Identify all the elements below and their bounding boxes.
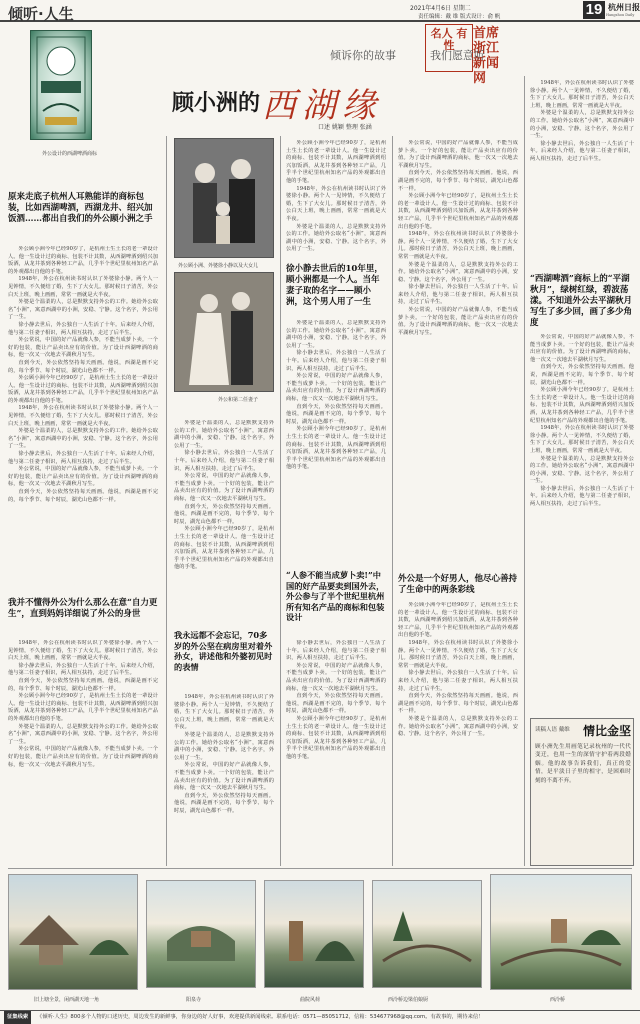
body-column-4b <box>398 602 518 862</box>
body-paragraph: 外婆是个温柔的人，总是默默支持外公的工作。她给外公取名“小洲”，寓意西湖中的小洲，安稳、宁静。这个名字，外公用了一生。 <box>8 428 158 450</box>
body-paragraph: 外公顾小洲今年已经90岁了，是杭州土生土长的老一辈设计人。他一生设计过的商标、包装不计其数，从西湖啤酒到绍兴加饭酒，从龙井茶到各种轻工产品，几乎半个世纪里杭州知名产品的外观都出自他的手笔。 <box>398 193 518 230</box>
body-paragraph: 外婆是个温柔的人，总是默默支持外公的工作。她给外公取名“小洲”，寓意西湖中的小洲，安稳、宁静。这个名字，外公用了一生。 <box>286 320 386 349</box>
caption-painting-5: 西泠桥 <box>550 997 566 1003</box>
painting-3-scene <box>265 881 363 987</box>
photo-wedding-figures <box>175 273 273 391</box>
body-paragraph: 外公顾小洲今年已经90岁了，是杭州土生土长的老一辈设计人。他一生设计过的商标、包装不计其数，从西湖啤酒到绍兴加饭酒，从龙井茶到各种轻工产品，几乎半个世纪里杭州知名产品的外观都出自他的手笔。 <box>174 526 274 571</box>
body-paragraph: 1948年，外公在杭州读书时认识了外婆徐小静。两个人一见钟情，不久便结了婚，生下了大女儿。那时候日子清苦，外公白天上班，晚上画画，常常一画就是大半夜。 <box>174 694 274 731</box>
body-paragraph: 外公顾小洲今年已经90岁了，是杭州土生土长的老一辈设计人。他一生设计过的商标、包装不计其数，从西湖啤酒到绍兴加饭酒，从龙井茶到各种轻工产品，几乎半个世纪里杭州知名产品的外观都出自他的手笔。 <box>8 246 158 275</box>
body-paragraph: 徐小静去世后，外公独自一人生活了十年。后来经人介绍，他与第二任妻子相识，两人相互扶持，走过了后半生。 <box>8 451 158 465</box>
body-paragraph: 徐小静去世后，外公独自一人生活了十年。后来经人介绍，他与第二任妻子相识，两人相互扶持，走过了后半生。 <box>530 140 634 162</box>
body-paragraph: 外公顾小洲今年已经90岁了，是杭州土生土长的老一辈设计人。他一生设计过的商标、包装不计其数，从西湖啤酒到绍兴加饭酒，从龙井茶到各种轻工产品，几乎半个世纪里杭州知名产品的外观都出自他的手笔。 <box>286 426 386 471</box>
date-line: 2021年4月6日 星期二 <box>410 5 471 12</box>
body-paragraph: 直到今天，外公依然坚持每天画画。他说，西湖是画不完的，每个季节、每个时辰，湖光山色都不一样。 <box>8 359 158 374</box>
painting-3 <box>264 880 364 988</box>
painting-5 <box>490 874 632 990</box>
column-divider <box>166 136 167 866</box>
photo-family <box>174 138 274 258</box>
body-paragraph: 1948年，外公在杭州读书时认识了外婆徐小静。两个人一见钟情，不久便结了婚，生下了大女儿。那时候日子清苦，外公白天上班，晚上画画，常常一画就是大半夜。 <box>8 405 158 427</box>
paper-en-name: Hangzhou Daily <box>606 13 635 17</box>
editor-sidebar <box>530 718 634 866</box>
body-paragraph: 徐小静去世后，外公独自一人生活了十年。后来经人介绍，他与第二任妻子相识，两人相互扶持，走过了后半生。 <box>174 450 274 472</box>
caption-painting-1: 旧上塘全景，闲西湖天地一角 <box>34 997 100 1003</box>
body-paragraph: 直到今天，外公依然坚持每天画画。他说，西湖是画不完的，每个季节、每个时辰，湖光山色都不一样。 <box>174 792 274 814</box>
body-paragraph: 直到今天，外公依然坚持每天画画。他说，西湖是画不完的，每个季节、每个时辰，湖光山色都不一样。 <box>286 403 386 425</box>
subhead-6: 我并不懂得外公为什么那么在意“自力更生”，直到妈妈详细说了外公的身世 <box>8 598 158 619</box>
paper-name: 杭州日报 <box>608 2 640 12</box>
caption-family: 外公顾小洲、外婆徐小静以及大女儿 <box>178 263 259 269</box>
body-paragraph: 外公常说，中国的好产品就像人参，不能当成萝卜卖。一个好的包装，能让产品卖出应有的价值。为了设计西湖啤酒的商标，他一次又一次地去平湖秋月写生。 <box>286 373 386 402</box>
body-paragraph: 外公顾小洲今年已经90岁了，是杭州土生土长的老一辈设计人。他一生设计过的商标、包装不计其数，从西湖啤酒到绍兴加饭酒，从龙井茶到各种轻工产品，几乎半个世纪里杭州知名产品的外观都出自他的手笔。 <box>8 375 158 404</box>
body-paragraph: 徐小静去世后，外公独自一人生活了十年。后来经人介绍，他与第二任妻子相识，两人相互扶持，走过了后半生。 <box>8 321 158 336</box>
slogan-left: 倾诉你的故事 <box>330 49 396 62</box>
body-paragraph: 徐小静去世后，外公独自一人生活了十年。后来经人介绍，他与第二任妻子相识，两人相互扶持，走过了后半生。 <box>398 284 518 306</box>
column-divider <box>280 136 281 866</box>
body-column-5b <box>530 334 634 714</box>
body-paragraph: 外婆是个温柔的人，总是默默支持外公的工作。她给外公取名“小洲”，寓意西湖中的小洲，安稳、宁静。这个名字，外公用了一生。 <box>8 299 158 321</box>
body-column-4 <box>398 140 518 570</box>
body-paragraph: 外婆是个温柔的人，总是默默支持外公的工作。她给外公取名“小洲”，寓意西湖中的小洲，安稳、宁静。这个名字，外公用了一生。 <box>398 715 518 738</box>
painting-2 <box>146 880 256 988</box>
column-seal-left: 名人 有性 <box>425 24 473 72</box>
beer-label-art <box>31 31 91 139</box>
body-paragraph: 外公顾小洲今年已经90岁了，是杭州土生土长的老一辈设计人。他一生设计过的商标、包装不计其数，从西湖啤酒到绍兴加饭酒，从龙井茶到各种轻工产品，几乎半个世纪里杭州知名产品的外观都出自他的手笔。 <box>286 140 386 184</box>
body-paragraph: 外婆是个温柔的人，总是默默支持外公的工作。她给外公取名“小洲”，寓意西湖中的小洲，安稳、宁静。这个名字，外公用了一生。 <box>530 455 634 485</box>
body-paragraph: 徐小静去世后，外公独自一人生活了十年。后来经人介绍，他与第二任妻子相识，两人相互扶持，走过了后半生。 <box>286 640 386 662</box>
article-title: 顾小洲的 <box>172 90 261 116</box>
article-credits: 口述 姚颖 整理 张涵 <box>318 124 372 131</box>
column-divider <box>392 136 393 866</box>
body-paragraph: 直到今天，外公依然坚持每天画画。他说，西湖是画不完的，每个季节、每个时辰，湖光山色都不一样。 <box>398 693 518 715</box>
body-paragraph: 1948年，外公在杭州读书时认识了外婆徐小静。两个人一见钟情，不久便结了婚，生下了大女儿。那时候日子清苦，外公白天上班，晚上画画，常常一画就是大半夜。 <box>398 231 518 260</box>
body-paragraph: 1948年，外公在杭州读书时认识了外婆徐小静。两个人一见钟情，不久便结了婚，生下了大女儿。那时候日子清苦，外公白天上班，晚上画画，常常一画就是大半夜。 <box>530 80 634 109</box>
section-title: 倾听·人生 <box>8 5 74 23</box>
column-seal-right: 首席 浙江 新闻 网 <box>473 26 500 86</box>
body-column-5 <box>530 80 634 270</box>
body-paragraph: 外公常说，中国的好产品就像人参，不能当成萝卜卖。一个好的包装，能让产品卖出应有的价值。为了设计西湖啤酒的商标，他一次又一次地去平湖秋月写生。 <box>8 466 158 488</box>
body-paragraph: 外公常说，中国的好产品就像人参，不能当成萝卜卖。一个好的包装，能让产品卖出应有的价值。为了设计西湖啤酒的商标，他一次又一次地去平湖秋月写生。 <box>286 662 386 692</box>
footer-text: 《倾听·人生》800多个人物的口述历史，周边发生的新鲜事，你身边的好人好事，欢迎提供新闻线索。联系电话：0571—85051712，信箱：534677968@qq.com。有故事的，期待来信！ <box>36 1014 484 1020</box>
sidebar-title: 情比金坚 <box>583 724 632 738</box>
subhead-2: “人参不能当成萝卜卖!”中国的好产品要卖到国外去，外公参与了半个世纪里杭州所有知名产品的商标和包装设计 <box>286 570 385 622</box>
gallery-divider <box>8 868 632 869</box>
body-paragraph: 1948年，外公在杭州读书时认识了外婆徐小静。两个人一见钟情，不久便结了婚，生下了大女儿。那时候日子清苦，外公白天上班，晚上画画，常常一画就是大半夜。 <box>286 185 386 222</box>
body-paragraph: 1948年，外公在杭州读书时认识了外婆徐小静。两个人一见钟情，不久便结了婚，生下了大女儿。那时候日子清苦，外公白天上班，晚上画画，常常一画就是大半夜。 <box>398 639 518 669</box>
photo-family-figures <box>175 139 273 257</box>
beer-label-image <box>30 30 92 140</box>
body-paragraph: 徐小静去世后，外公独自一人生活了十年。后来经人介绍，他与第二任妻子相识，两人相互扶持，走过了后半生。 <box>8 662 158 677</box>
editor-line: 责任编辑：戴 维 版式设计：俞 帆 <box>418 14 501 20</box>
body-column-2b <box>174 694 274 862</box>
body-column-3b <box>286 320 386 560</box>
body-paragraph: 外公常说，中国的好产品就像人参，不能当成萝卜卖。一个好的包装，能让产品卖出应有的价值。为了设计西湖啤酒的商标，他一次又一次地去平湖秋月写生。 <box>174 473 274 502</box>
body-paragraph: 外婆是个温柔的人，总是默默支持外公的工作。她给外公取名“小洲”，寓意西湖中的小洲，安稳、宁静。这个名字，外公用了一生。 <box>530 110 634 140</box>
painting-5-scene <box>491 875 631 989</box>
body-paragraph: 直到今天，外公依然坚持每天画画。他说，西湖是画不完的，每个季节、每个时辰，湖光山色都不一样。 <box>8 677 158 692</box>
body-column-3 <box>286 140 386 260</box>
body-paragraph: 外公常说，中国的好产品就像人参，不能当成萝卜卖。一个好的包装，能让产品卖出应有的价值。为了设计西湖啤酒的商标，他一次又一次地去平湖秋月写生。 <box>8 337 158 359</box>
footer-tag: 征集线索 <box>4 1011 31 1024</box>
body-paragraph: 外公常说，中国的好产品就像人参，不能当成萝卜卖。一个好的包装，能让产品卖出应有的价值。为了设计西湖啤酒的商标，他一次又一次地去平湖秋月写生。 <box>530 334 634 363</box>
body-paragraph: 外公常说，中国的好产品就像人参，不能当成萝卜卖。一个好的包装，能让产品卖出应有的价值。为了设计西湖啤酒的商标，他一次又一次地去平湖秋月写生。 <box>174 762 274 792</box>
body-paragraph: 1948年，外公在杭州读书时认识了外婆徐小静。两个人一见钟情，不久便结了婚，生下了大女儿。那时候日子清苦，外公白天上班，晚上画画，常常一画就是大半夜。 <box>8 640 158 662</box>
painting-4-scene <box>373 881 481 987</box>
page-header <box>0 0 640 22</box>
body-paragraph: 外婆是个温柔的人，总是默默支持外公的工作。她给外公取名“小洲”，寓意西湖中的小洲，安稳、宁静。这个名字，外公用了一生。 <box>8 723 158 745</box>
body-paragraph: 外公常说，中国的好产品就像人参，不能当成萝卜卖。一个好的包装，能让产品卖出应有的价值。为了设计西湖啤酒的商标，他一次又一次地去平湖秋月写生。 <box>398 307 518 336</box>
slogan-right: 我们愿意听 <box>430 49 485 62</box>
subhead-4: 外公是一个好男人，他尽心善持了生命中的两条彩线 <box>398 574 518 595</box>
body-paragraph: 徐小静去世后，外公独自一人生活了十年。后来经人介绍，他与第二任妻子相识，两人相互扶持，走过了后半生。 <box>530 485 634 508</box>
body-paragraph: 外婆是个温柔的人，总是默默支持外公的工作。她给外公取名“小洲”，寓意西湖中的小洲，安稳、宁静。这个名字，外公用了一生。 <box>174 420 274 449</box>
body-paragraph: 外婆是个温柔的人，总是默默支持外公的工作。她给外公取名“小洲”，寓意西湖中的小洲，安稳、宁静。这个名字，外公用了一生。 <box>286 223 386 253</box>
column-divider <box>524 76 525 866</box>
painting-4 <box>372 880 482 988</box>
caption-painting-3: 阳泉寺 <box>186 997 202 1003</box>
painting-2-scene <box>147 881 255 987</box>
body-paragraph: 外公常说，中国的好产品就像人参，不能当成萝卜卖。一个好的包装，能让产品卖出应有的价值。为了设计西湖啤酒的商标，他一次又一次地去平湖秋月写生。 <box>8 746 158 768</box>
photo-wedding <box>174 272 274 392</box>
body-paragraph: 外婆是个温柔的人，总是默默支持外公的工作。她给外公取名“小洲”，寓意西湖中的小洲，安稳、宁静。这个名字，外公用了一生。 <box>174 731 274 761</box>
body-paragraph: 外公顾小洲今年已经90岁了，是杭州土生土长的老一辈设计人。他一生设计过的商标、包装不计其数，从西湖啤酒到绍兴加饭酒，从龙井茶到各种轻工产品，几乎半个世纪里杭州知名产品的外观都出自他的手笔。 <box>8 693 158 722</box>
body-paragraph: 外公顾小洲今年已经90岁了，是杭州土生土长的老一辈设计人。他一生设计过的商标、包装不计其数，从西湖啤酒到绍兴加饭酒，从龙井茶到各种轻工产品，几乎半个世纪里杭州知名产品的外观都出自他的手笔。 <box>398 602 518 639</box>
body-paragraph: 徐小静去世后，外公独自一人生活了十年。后来经人介绍，他与第二任妻子相识，两人相互扶持，走过了后半生。 <box>398 670 518 692</box>
article-title-art: 西湖缘 <box>262 86 382 126</box>
body-paragraph: 外婆是个温柔的人，总是默默支持外公的工作。她给外公取名“小洲”，寓意西湖中的小洲，安稳、宁静。这个名字，外公用了一生。 <box>398 261 518 283</box>
body-paragraph: 直到今天，外公依然坚持每天画画。他说，西湖是画不完的，每个季节、每个时辰，湖光山色都不一样。 <box>398 170 518 192</box>
subhead-5: “西湖啤酒”商标上的“平湖秋月”，绿树红绿，碧波荡漾。不知道外公去平湖秋月写生了多少回，画了多少角度 <box>530 274 633 328</box>
body-paragraph: 外公常说，中国的好产品就像人参，不能当成萝卜卖。一个好的包装，能让产品卖出应有的价值。为了设计西湖啤酒的商标，他一次又一次地去平湖秋月写生。 <box>398 140 518 169</box>
body-paragraph: 直到今天，外公依然坚持每天画画。他说，西湖是画不完的，每个季节、每个时辰，湖光山色都不一样。 <box>286 693 386 715</box>
body-paragraph: 直到今天，外公依然坚持每天画画。他说，西湖是画不完的，每个季节、每个时辰，湖光山色都不一样。 <box>8 489 158 503</box>
body-column-3c <box>286 640 386 862</box>
body-paragraph: 徐小静去世后，外公独自一人生活了十年。后来经人介绍，他与第二任妻子相识，两人相互扶持，走过了后半生。 <box>286 350 386 372</box>
body-paragraph: 1948年，外公在杭州读书时认识了外婆徐小静。两个人一见钟情，不久便结了婚，生下了大女儿。那时候日子清苦，外公白天上班，晚上画画，常常一画就是大半夜。 <box>8 276 158 298</box>
body-column-1 <box>8 246 158 596</box>
body-column-2 <box>174 420 274 620</box>
body-paragraph: 1948年，外公在杭州读书时认识了外婆徐小静。两个人一见钟情，不久便结了婚，生下了大女儿。那时候日子清苦，外公白天上班，晚上画画，常常一画就是大半夜。 <box>530 425 634 454</box>
body-column-1b <box>8 640 158 865</box>
body-paragraph: 外公顾小洲今年已经90岁了，是杭州土生土长的老一辈设计人。他一生设计过的商标、包装不计其数，从西湖啤酒到绍兴加饭酒，从龙井茶到各种轻工产品，几乎半个世纪里杭州知名产品的外观都出自他的手笔。 <box>530 387 634 424</box>
body-paragraph: 直到今天，外公依然坚持每天画画。他说，西湖是画不完的，每个季节、每个时辰，湖光山色都不一样。 <box>530 364 634 386</box>
painting-1-scene <box>9 875 137 989</box>
article-lede: 原来走底子杭州人耳熟能详的商标包装，比如西湖啤酒，西湖龙井、绍兴加饭酒……都出自我们的外公顾小洲之手 <box>8 192 153 224</box>
caption-wedding: 外公和第二任妻子 <box>218 397 259 403</box>
subhead-1: 徐小静去世后的10年里，顾小洲都是一个人。当年妻子取的名字——顾小洲，这个男人用了一生 <box>286 264 383 307</box>
subhead-3: 我永远都不会忘记，70多岁的外公坚在病房里对着外孙女，讲述他和外婆初见时的表情 <box>174 630 273 672</box>
editor-note-label: 读稿人语 戴维 <box>535 727 570 733</box>
sidebar-text: 顾小洲先生用画笔记录杭州的一代代变迁，也用一生的深情守护着两段婚姻。他的故事告诉我们，真正的爱情，是平淡日子里的相守，是困难时刻的不离不弃。 <box>535 744 631 784</box>
caption-beer-label: 外公设计的西湖啤酒商标 <box>42 151 98 157</box>
body-paragraph: 外公顾小洲今年已经90岁了，是杭州土生土长的老一辈设计人。他一生设计过的商标、包装不计其数，从西湖啤酒到绍兴加饭酒，从龙井茶到各种轻工产品，几乎半个世纪里杭州知名产品的外观都出自他的手笔。 <box>286 715 386 760</box>
body-paragraph: 直到今天，外公依然坚持每天画画。他说，西湖是画不完的，每个季节、每个时辰，湖光山色都不一样。 <box>174 503 274 525</box>
painting-1 <box>8 874 138 990</box>
page-footer <box>0 1010 640 1024</box>
page-number: 19 <box>583 1 605 19</box>
caption-painting-4: 西泠桥边梁伯娘厨 <box>388 997 429 1003</box>
caption-painting-2: 曲院风荷 <box>300 997 321 1003</box>
